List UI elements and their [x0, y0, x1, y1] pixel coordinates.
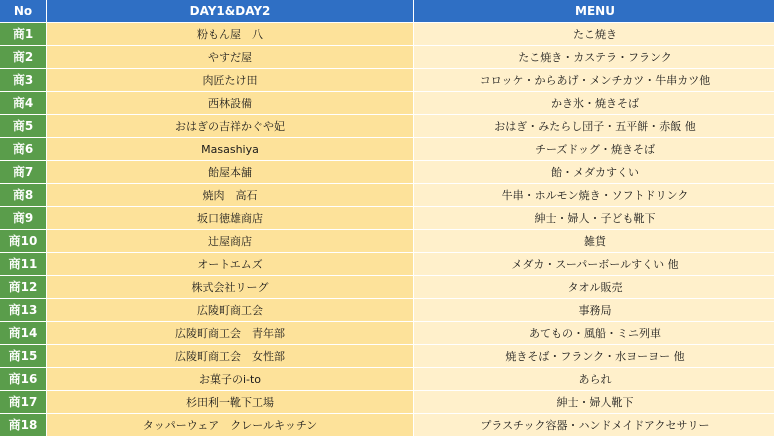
row-name: 焼肉 高石	[47, 184, 413, 206]
row-name: 広陵町商工会	[47, 299, 413, 321]
row-name: 株式会社リーグ	[47, 276, 413, 298]
row-menu: 紳士・婦人靴下	[414, 391, 774, 413]
header-no: No	[0, 0, 46, 22]
row-menu: おはぎ・みたらし団子・五平餅・赤飯 他	[414, 115, 774, 137]
row-menu: メダカ・スーパーボールすくい 他	[414, 253, 774, 275]
row-name: おはぎの吉祥かぐや妃	[47, 115, 413, 137]
row-name: 杉田利一靴下工場	[47, 391, 413, 413]
row-no: 商15	[0, 345, 46, 367]
row-name: オートエムズ	[47, 253, 413, 275]
row-name: 広陵町商工会 青年部	[47, 322, 413, 344]
row-name: やすだ屋	[47, 46, 413, 68]
row-no: 商8	[0, 184, 46, 206]
row-no: 商13	[0, 299, 46, 321]
row-name: 肉匠たけ田	[47, 69, 413, 91]
row-no: 商12	[0, 276, 46, 298]
row-no: 商16	[0, 368, 46, 390]
row-menu: 事務局	[414, 299, 774, 321]
row-no: 商1	[0, 23, 46, 45]
header-name: DAY1&DAY2	[47, 0, 413, 22]
row-no: 商6	[0, 138, 46, 160]
row-name: 辻屋商店	[47, 230, 413, 252]
row-menu: チーズドッグ・焼きそば	[414, 138, 774, 160]
row-menu: 牛串・ホルモン焼き・ソフトドリンク	[414, 184, 774, 206]
row-name: 西林設備	[47, 92, 413, 114]
row-menu: 雑貨	[414, 230, 774, 252]
row-name: タッパーウェア クレールキッチン	[47, 414, 413, 436]
row-no: 商17	[0, 391, 46, 413]
row-menu: 紳士・婦人・子ども靴下	[414, 207, 774, 229]
row-no: 商10	[0, 230, 46, 252]
row-no: 商2	[0, 46, 46, 68]
row-menu: コロッケ・からあげ・メンチカツ・牛串カツ他	[414, 69, 774, 91]
row-name: 飴屋本舗	[47, 161, 413, 183]
row-menu: あられ	[414, 368, 774, 390]
row-menu: かき氷・焼きそば	[414, 92, 774, 114]
row-menu: タオル販売	[414, 276, 774, 298]
row-no: 商7	[0, 161, 46, 183]
row-menu: 焼きそば・フランク・水ヨーヨー 他	[414, 345, 774, 367]
row-menu: プラスチック容器・ハンドメイドアクセサリー	[414, 414, 774, 436]
row-name: 粉もん屋 八	[47, 23, 413, 45]
row-menu: たこ焼き	[414, 23, 774, 45]
row-menu: あてもの・風船・ミニ列車	[414, 322, 774, 344]
header-menu: MENU	[414, 0, 774, 22]
row-no: 商18	[0, 414, 46, 436]
row-no: 商14	[0, 322, 46, 344]
row-no: 商11	[0, 253, 46, 275]
row-name: 広陵町商工会 女性部	[47, 345, 413, 367]
row-name: Masashiya	[47, 138, 413, 160]
row-no: 商4	[0, 92, 46, 114]
row-menu: たこ焼き・カステラ・フランク	[414, 46, 774, 68]
row-no: 商9	[0, 207, 46, 229]
row-name: お菓子のi-to	[47, 368, 413, 390]
row-no: 商5	[0, 115, 46, 137]
row-name: 坂口徳雄商店	[47, 207, 413, 229]
row-menu: 飴・メダカすくい	[414, 161, 774, 183]
row-no: 商3	[0, 69, 46, 91]
